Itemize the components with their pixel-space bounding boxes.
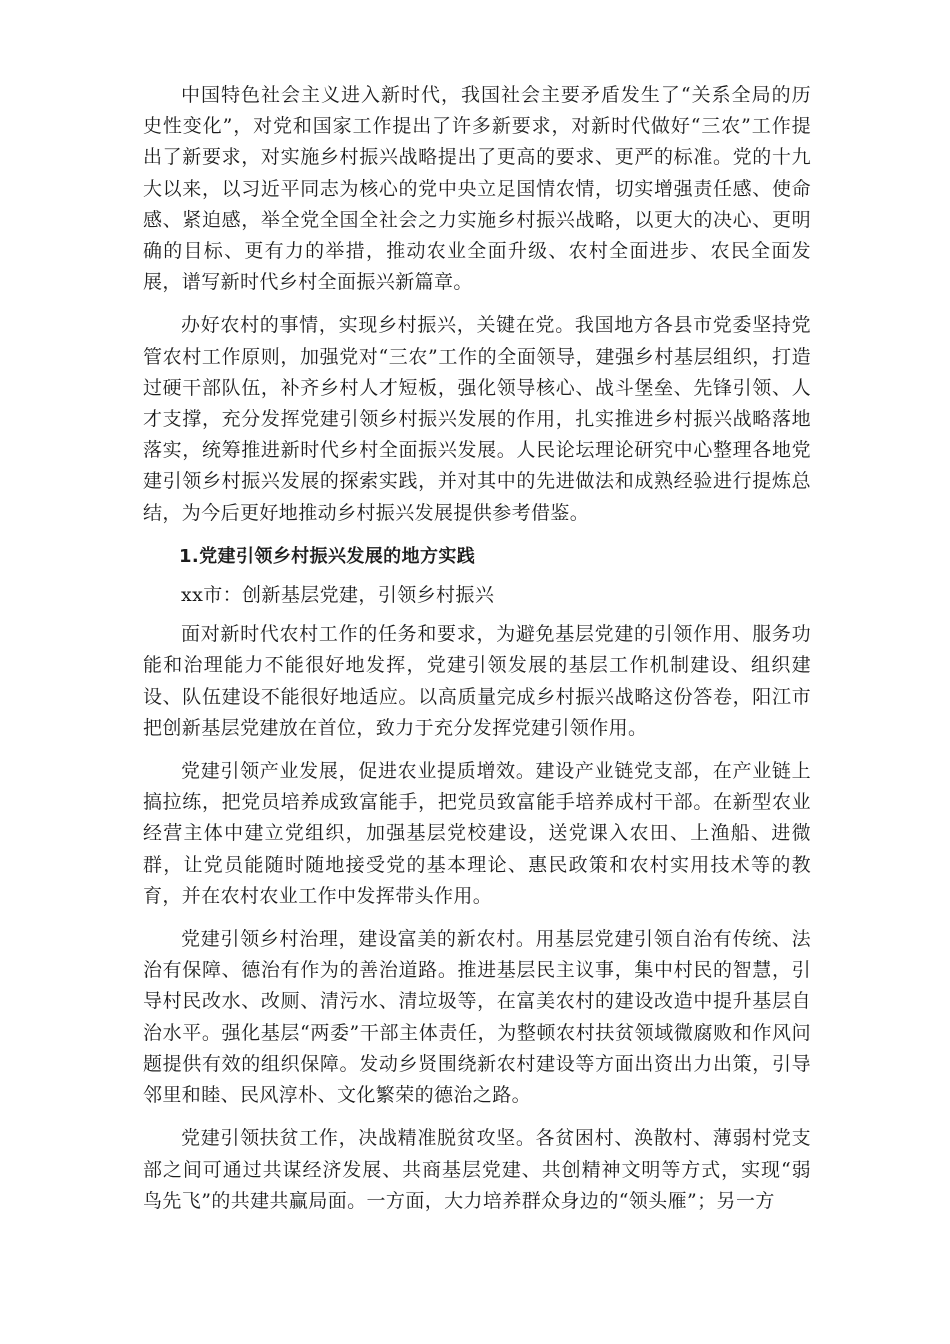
intro-paragraph-2: 办好农村的事情，实现乡村振兴，关键在党。我国地方各县市党委坚持党管农村工作原则，加强党对“三农”工作的全面领导，建强乡村基层组织，打造过硬干部队伍，补齐乡村人才短板，强化领导核心、战斗堡垒、先锋引领、人才支撑，充分发挥党建引领乡村振兴发展的作用，扎实推进乡村振兴战略落地落实，统筹推进新时代乡村全面振兴发展。人民论坛理论研究中心整理各地党建引领乡村振兴发展的探索实践，并对其中的先进做法和成熟经验进行提炼总结，为今后更好地推动乡村振兴发展提供参考借鉴。 (143, 314, 811, 524)
document-page (143, 80, 811, 1229)
section-subheading: xx市：创新基层党建，引领乡村振兴 (181, 584, 495, 607)
section-paragraph-4: 党建引领扶贫工作，决战精准脱贫攻坚。各贫困村、涣散村、薄弱村党支部之间可通过共谋经济发展、共商基层党建、共创精神文明等方式，实现“弱鸟先飞”的共建共赢局面。一方面，大力培养群众身边的“领头雁”；另一方 (143, 1127, 811, 1212)
section-paragraph-2: 党建引领产业发展，促进农业提质增效。建设产业链党支部，在产业链上搞拉练，把党员培养成致富能手，把党员致富能手培养成村干部。在新型农业经营主体中建立党组织，加强基层党校建设，送党课入农田、上渔船、进微群，让党员能随时随地接受党的基本理论、惠民政策和农村实用技术等的教育，并在农村农业工作中发挥带头作用。 (143, 760, 811, 907)
section-paragraph-1: 面对新时代农村工作的任务和要求，为避免基层党建的引领作用、服务功能和治理能力不能很好地发挥，党建引领发展的基层工作机制建设、组织建设、队伍建设不能很好地适应。以高质量完成乡村振兴战略这份答卷，阳江市把创新基层党建放在首位，致力于充分发挥党建引领作用。 (143, 623, 811, 739)
intro-paragraph-1: 中国特色社会主义进入新时代，我国社会主要矛盾发生了“关系全局的历史性变化”，对党和国家工作提出了许多新要求，对新时代做好“三农”工作提出了新要求，对实施乡村振兴战略提出了更高的要求、更严的标准。党的十九大以来，以习近平同志为核心的党中央立足国情农情，切实增强责任感、使命感、紧迫感，举全党全国全社会之力实施乡村振兴战略，以更大的决心、更明确的目标、更有力的举措，推动农业全面升级、农村全面进步、农民全面发展，谱写新时代乡村全面振兴新篇章。 (143, 84, 811, 294)
section-paragraph-3: 党建引领乡村治理，建设富美的新农村。用基层党建引领自治有传统、法治有保障、德治有作为的善治道路。推进基层民主议事，集中村民的智慧，引导村民改水、改厕、清污水、清垃圾等，在富美农村的建设改造中提升基层自治水平。强化基层“两委”干部主体责任，为整顿农村扶贫领域微腐败和作风问题提供有效的组织保障。发动乡贤围绕新农村建设等方面出资出力出策，引导邻里和睦、民风淳朴、文化繁荣的德治之路。 (143, 928, 811, 1107)
section-heading: 1.党建引领乡村振兴发展的地方实践 (179, 545, 476, 567)
